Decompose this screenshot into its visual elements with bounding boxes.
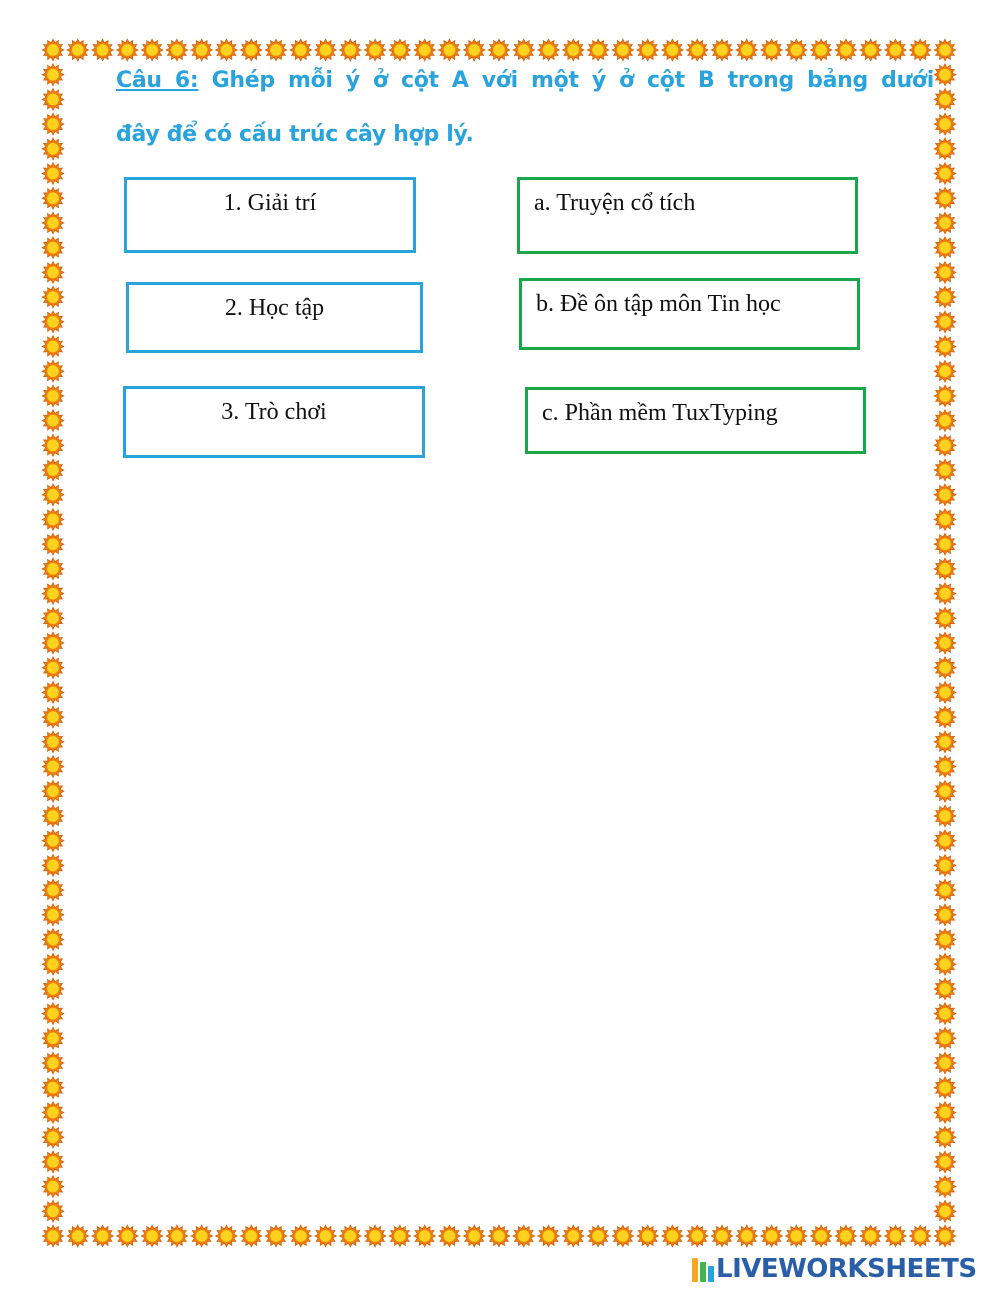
sun-ornament xyxy=(364,39,386,61)
sun-ornament xyxy=(42,336,64,358)
sun-ornament xyxy=(42,39,64,61)
sun-ornament xyxy=(934,929,956,951)
sun-ornament xyxy=(934,459,956,481)
sun-ornament xyxy=(488,1225,510,1247)
sun-ornament xyxy=(736,1225,758,1247)
sun-ornament xyxy=(860,1225,882,1247)
sun-ornament xyxy=(290,39,312,61)
sun-ornament xyxy=(42,113,64,135)
sun-ornament xyxy=(42,459,64,481)
column-a-item-1[interactable]: 1. Giải trí xyxy=(124,177,416,253)
sun-ornament xyxy=(934,434,956,456)
sun-ornament xyxy=(934,1151,956,1173)
sun-ornament xyxy=(835,39,857,61)
sun-ornament xyxy=(934,1102,956,1124)
sun-ornament xyxy=(339,39,361,61)
sun-ornament xyxy=(42,1200,64,1222)
sun-ornament xyxy=(42,187,64,209)
sun-ornament xyxy=(909,39,931,61)
sun-ornament xyxy=(934,830,956,852)
sun-ornament xyxy=(215,1225,237,1247)
sun-ornament xyxy=(934,286,956,308)
sun-ornament xyxy=(909,1225,931,1247)
sun-ornament xyxy=(934,360,956,382)
sun-ornament xyxy=(934,904,956,926)
sun-ornament xyxy=(587,39,609,61)
sun-ornament xyxy=(463,39,485,61)
sun-ornament xyxy=(934,953,956,975)
sun-ornament xyxy=(42,286,64,308)
sun-ornament xyxy=(686,1225,708,1247)
sun-ornament xyxy=(934,261,956,283)
sun-ornament xyxy=(934,533,956,555)
question-number: Câu 6: xyxy=(116,68,199,93)
sun-ornament xyxy=(934,1003,956,1025)
sun-ornament xyxy=(42,410,64,432)
sun-ornament xyxy=(42,756,64,778)
sun-ornament xyxy=(240,1225,262,1247)
sun-ornament xyxy=(265,1225,287,1247)
sun-ornament xyxy=(661,1225,683,1247)
sun-ornament xyxy=(42,1151,64,1173)
sun-ornament xyxy=(42,731,64,753)
sun-ornament xyxy=(42,681,64,703)
sun-ornament xyxy=(538,39,560,61)
sun-ornament xyxy=(934,113,956,135)
sun-ornament xyxy=(686,39,708,61)
sun-ornament xyxy=(240,39,262,61)
sun-ornament xyxy=(835,1225,857,1247)
column-b-item-a[interactable]: a. Truyện cổ tích xyxy=(517,177,858,254)
sun-ornament xyxy=(42,1077,64,1099)
sun-ornament xyxy=(934,780,956,802)
sun-ornament xyxy=(215,39,237,61)
sun-ornament xyxy=(860,39,882,61)
sun-ornament xyxy=(513,39,535,61)
sun-ornament xyxy=(42,854,64,876)
sun-ornament xyxy=(934,1225,956,1247)
sun-ornament xyxy=(810,1225,832,1247)
sun-ornament xyxy=(42,261,64,283)
sun-ornament xyxy=(42,583,64,605)
sun-ornament xyxy=(42,1052,64,1074)
sun-ornament xyxy=(265,39,287,61)
sun-ornament xyxy=(42,138,64,160)
sun-ornament xyxy=(315,39,337,61)
sun-ornament xyxy=(42,509,64,531)
liveworksheets-logo-text: LIVEWORKSHEETS xyxy=(716,1254,977,1284)
sun-ornament xyxy=(116,39,138,61)
sun-ornament xyxy=(42,904,64,926)
sun-ornament xyxy=(736,39,758,61)
sun-ornament xyxy=(934,410,956,432)
sun-ornament xyxy=(538,1225,560,1247)
sun-ornament xyxy=(42,64,64,86)
sun-ornament xyxy=(934,187,956,209)
sun-ornament xyxy=(42,607,64,629)
sun-ornament xyxy=(42,311,64,333)
sun-ornament xyxy=(934,607,956,629)
sun-ornament xyxy=(92,1225,114,1247)
sun-ornament xyxy=(785,1225,807,1247)
sun-ornament xyxy=(315,1225,337,1247)
sun-ornament xyxy=(934,39,956,61)
sun-ornament xyxy=(934,138,956,160)
sun-ornament xyxy=(934,1027,956,1049)
sun-ornament xyxy=(290,1225,312,1247)
column-a-item-2[interactable]: 2. Học tập xyxy=(126,282,423,353)
column-b-item-b[interactable]: b. Đề ôn tập môn Tin học xyxy=(519,278,860,350)
sun-ornament xyxy=(42,929,64,951)
sun-ornament xyxy=(612,1225,634,1247)
sun-ornament xyxy=(488,39,510,61)
sun-ornament xyxy=(934,657,956,679)
sun-ornament xyxy=(42,978,64,1000)
sun-ornament xyxy=(414,1225,436,1247)
sun-ornament xyxy=(191,1225,213,1247)
sun-ornament xyxy=(934,484,956,506)
sun-ornament xyxy=(42,212,64,234)
sun-ornament xyxy=(934,681,956,703)
sun-ornament xyxy=(116,1225,138,1247)
sun-ornament xyxy=(934,558,956,580)
sun-ornament xyxy=(934,805,956,827)
sun-ornament xyxy=(364,1225,386,1247)
sun-ornament xyxy=(42,632,64,654)
sun-ornament xyxy=(339,1225,361,1247)
sun-ornament xyxy=(934,632,956,654)
sun-ornament xyxy=(934,385,956,407)
sun-ornament xyxy=(389,39,411,61)
sun-ornament xyxy=(389,1225,411,1247)
question-line-1 xyxy=(116,68,934,93)
sun-ornament xyxy=(42,1027,64,1049)
sun-ornament xyxy=(934,311,956,333)
sun-ornament xyxy=(562,1225,584,1247)
sun-ornament xyxy=(42,780,64,802)
sun-ornament xyxy=(934,237,956,259)
sun-ornament xyxy=(42,657,64,679)
sun-ornament xyxy=(42,88,64,110)
column-a-item-3[interactable]: 3. Trò chơi xyxy=(123,386,425,458)
sun-ornament xyxy=(934,731,956,753)
sun-ornament xyxy=(42,385,64,407)
sun-ornament xyxy=(42,163,64,185)
sun-ornament xyxy=(637,1225,659,1247)
sun-ornament xyxy=(934,88,956,110)
liveworksheets-logo-icon xyxy=(692,1258,714,1282)
sun-ornament xyxy=(42,1225,64,1247)
sun-ornament xyxy=(42,706,64,728)
sun-ornament xyxy=(587,1225,609,1247)
sun-ornament xyxy=(42,360,64,382)
sun-ornament xyxy=(463,1225,485,1247)
sun-ornament xyxy=(934,756,956,778)
sun-ornament xyxy=(884,1225,906,1247)
sun-ornament xyxy=(42,1102,64,1124)
sun-ornament xyxy=(934,1200,956,1222)
sun-ornament xyxy=(191,39,213,61)
sun-ornament xyxy=(761,1225,783,1247)
sun-ornament xyxy=(42,830,64,852)
sun-ornament xyxy=(934,854,956,876)
sun-ornament xyxy=(934,1126,956,1148)
sun-ornament xyxy=(934,163,956,185)
sun-ornament xyxy=(562,39,584,61)
sun-ornament xyxy=(934,336,956,358)
sun-ornament xyxy=(414,39,436,61)
sun-ornament xyxy=(761,39,783,61)
sun-ornament xyxy=(934,583,956,605)
sun-ornament xyxy=(42,1176,64,1198)
question-text-line-2: đây để có cấu trúc cây hợp lý. xyxy=(116,122,474,147)
liveworksheets-logo xyxy=(692,1254,977,1286)
question-text-line-1: Ghép mỗi ý ở cột A với một ý ở cột B trong bảng dưới xyxy=(211,68,934,93)
sun-ornament xyxy=(67,1225,89,1247)
sun-ornament xyxy=(934,879,956,901)
sun-ornament xyxy=(934,212,956,234)
sun-ornament xyxy=(141,39,163,61)
sun-ornament xyxy=(92,39,114,61)
sun-ornament xyxy=(711,1225,733,1247)
sun-ornament xyxy=(166,1225,188,1247)
sun-ornament xyxy=(67,39,89,61)
sun-ornament xyxy=(42,1003,64,1025)
sun-ornament xyxy=(513,1225,535,1247)
sun-ornament xyxy=(42,558,64,580)
sun-ornament xyxy=(42,1126,64,1148)
sun-ornament xyxy=(711,39,733,61)
sun-ornament xyxy=(884,39,906,61)
sun-ornament xyxy=(934,1176,956,1198)
sun-ornament xyxy=(934,706,956,728)
sun-ornament xyxy=(934,1052,956,1074)
sun-ornament xyxy=(42,434,64,456)
column-b-item-c[interactable]: c. Phần mềm TuxTyping xyxy=(525,387,866,454)
sun-ornament xyxy=(661,39,683,61)
sun-ornament xyxy=(785,39,807,61)
sun-ornament xyxy=(141,1225,163,1247)
sun-ornament xyxy=(810,39,832,61)
sun-ornament xyxy=(438,39,460,61)
sun-ornament xyxy=(934,509,956,531)
sun-ornament xyxy=(42,533,64,555)
sun-ornament xyxy=(934,1077,956,1099)
sun-ornament xyxy=(42,953,64,975)
sun-ornament xyxy=(934,64,956,86)
sun-ornament xyxy=(42,879,64,901)
sun-ornament xyxy=(438,1225,460,1247)
sun-ornament xyxy=(42,237,64,259)
sun-ornament xyxy=(934,978,956,1000)
sun-ornament xyxy=(612,39,634,61)
sun-ornament xyxy=(637,39,659,61)
sun-ornament xyxy=(42,805,64,827)
sun-ornament xyxy=(42,484,64,506)
sun-ornament xyxy=(166,39,188,61)
